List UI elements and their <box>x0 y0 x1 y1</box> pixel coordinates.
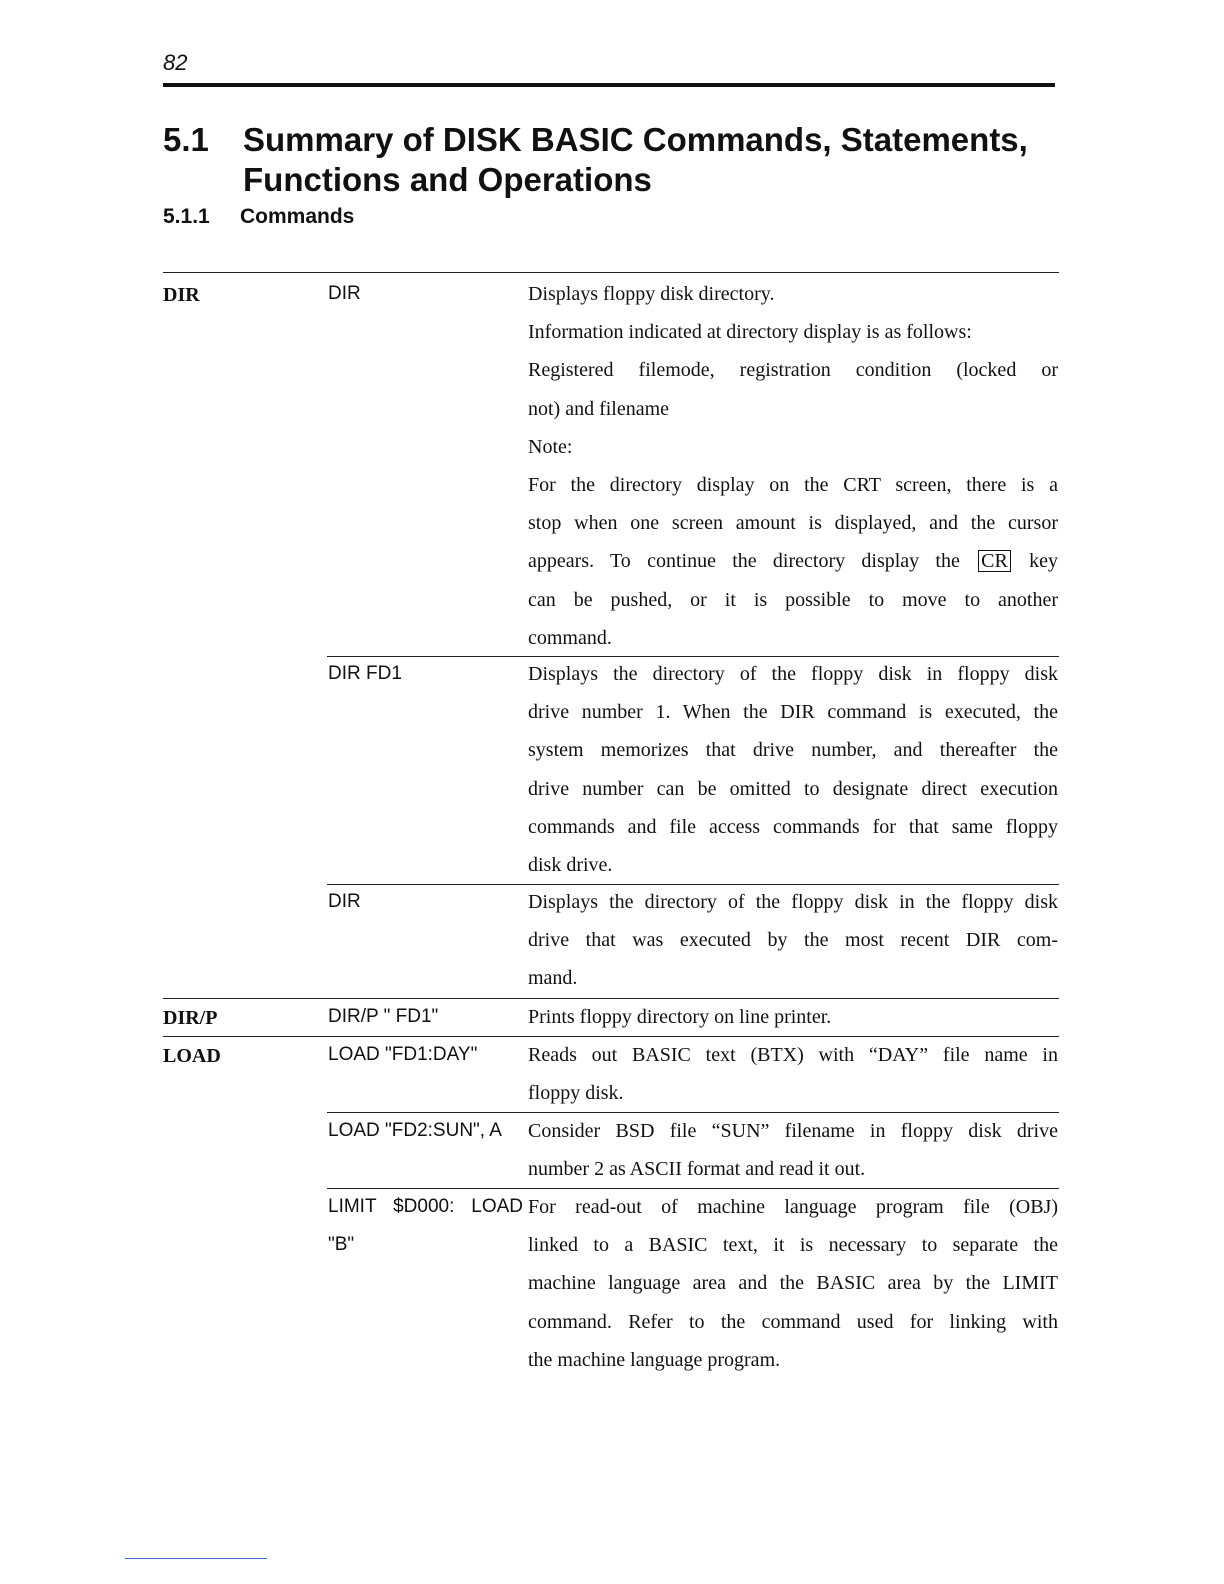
table-top-rule <box>163 272 1059 273</box>
desc-line: Registered filemode, registration condition (locked or <box>528 359 1058 382</box>
desc-line: not) and filename <box>528 397 670 420</box>
desc-line: Information indicated at directory display is as follows: <box>528 321 972 344</box>
desc-line: Note: <box>528 435 573 458</box>
desc-line: Displays the directory of the floppy disk in the floppy disk <box>528 891 1058 913</box>
desc-line: system memorizes that drive number, and thereafter the <box>528 739 1058 762</box>
footer-rule <box>125 1558 267 1559</box>
description-load-sun <box>528 1112 1058 1188</box>
desc-line: command. <box>528 626 612 649</box>
desc-line: number 2 as ASCII format and read it out. <box>528 1158 866 1181</box>
example-load-sun: LOAD "FD2:SUN", A <box>328 1120 502 1141</box>
subsection-number: 5.1.1 <box>163 205 210 228</box>
header-rule <box>163 83 1055 87</box>
description-dir <box>528 275 1058 657</box>
desc-fragment: appears. To continue the directory display the <box>528 550 960 573</box>
desc-line: Prints floppy directory on line printer. <box>528 1006 832 1028</box>
desc-line: floppy disk. <box>528 1082 624 1105</box>
example-limit-load: LIMIT $D000: LOAD "B" <box>328 1196 529 1255</box>
desc-line: Reads out BASIC text (BTX) with “DAY” file name in <box>528 1044 1058 1066</box>
desc-line: Displays floppy disk directory. <box>528 283 775 305</box>
desc-line: linked to a BASIC text, it is necessary to separate the <box>528 1234 1058 1257</box>
desc-line: drive number 1. When the DIR command is executed, the <box>528 701 1058 724</box>
section-number: 5.1 <box>163 121 209 158</box>
description-dirp <box>528 998 1058 1036</box>
desc-line: commands and file access commands for that same floppy <box>528 815 1058 838</box>
page-number: 82 <box>163 50 188 75</box>
desc-line: Consider BSD file “SUN” filename in floppy disk drive <box>528 1120 1058 1142</box>
desc-line: Displays the directory of the floppy disk in floppy disk <box>528 663 1058 685</box>
example-dirp: DIR/P " FD1" <box>328 1006 439 1027</box>
example-dir: DIR <box>328 283 361 304</box>
example-dir-recent: DIR <box>328 891 361 912</box>
description-dir-fd1 <box>528 655 1058 884</box>
command-load: LOAD <box>163 1045 221 1067</box>
desc-line: can be pushed, or it is possible to move to another <box>528 588 1058 611</box>
subsection-title: Commands <box>240 205 355 228</box>
section-title: Summary of DISK BASIC Commands, Statements, Functions and Operations <box>243 121 1028 198</box>
desc-line: For read-out of machine language program file (OBJ) <box>528 1196 1058 1218</box>
command-dir: DIR <box>163 284 200 306</box>
description-limit-load <box>528 1188 1058 1379</box>
desc-line: mand. <box>528 967 578 990</box>
description-dir-recent <box>528 883 1058 998</box>
desc-fragment: key <box>1029 550 1059 573</box>
example-dir-fd1: DIR FD1 <box>328 663 402 684</box>
desc-line: stop when one screen amount is displayed, and the cursor <box>528 512 1058 535</box>
description-load-day <box>528 1036 1058 1112</box>
desc-line: disk drive. <box>528 854 613 877</box>
desc-line: For the directory display on the CRT screen, there is a <box>528 474 1058 497</box>
desc-line: machine language area and the BASIC area by the LIMIT <box>528 1272 1058 1295</box>
example-load-day: LOAD "FD1:DAY" <box>328 1044 478 1065</box>
desc-line: command. Refer to the command used for linking with <box>528 1310 1058 1333</box>
desc-line: drive number can be omitted to designate direct execution <box>528 777 1058 800</box>
desc-line: the machine language program. <box>528 1348 781 1371</box>
cr-key-icon: CR <box>978 550 1011 572</box>
desc-line-with-key <box>528 542 1058 580</box>
desc-line: drive that was executed by the most recent DIR com- <box>528 929 1058 952</box>
command-dirp: DIR/P <box>163 1007 218 1029</box>
